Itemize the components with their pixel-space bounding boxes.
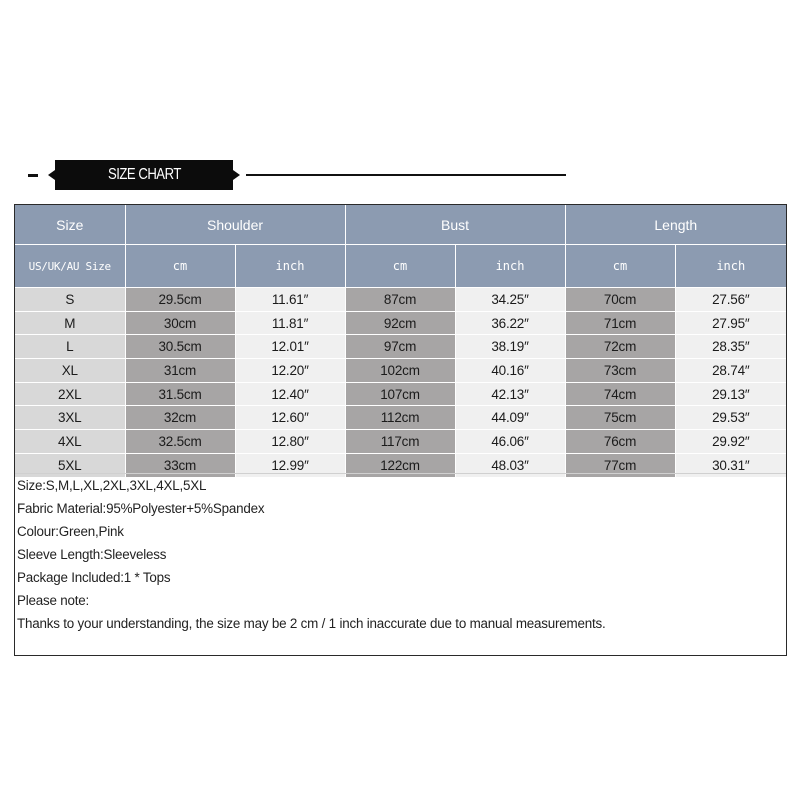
cell-shoulder-inch: 12.99″: [235, 453, 345, 476]
header-size: Size: [15, 205, 125, 245]
cell-shoulder-cm: 30.5cm: [125, 335, 235, 359]
cell-length-cm: 74cm: [565, 382, 675, 406]
note-sleeve: Sleeve Length:Sleeveless: [17, 547, 167, 562]
table-group-header-row: [15, 205, 786, 245]
cell-bust-cm: 87cm: [345, 288, 455, 312]
note-colour: Colour:Green,Pink: [17, 524, 124, 539]
cell-size: 3XL: [15, 406, 125, 430]
size-table: [15, 205, 786, 477]
cell-bust-inch: 48.03″: [455, 453, 565, 476]
cell-length-inch: 28.35″: [675, 335, 786, 359]
cell-length-inch: 30.31″: [675, 453, 786, 476]
size-chart-banner: [0, 150, 800, 200]
cell-bust-cm: 117cm: [345, 430, 455, 454]
cell-bust-inch: 36.22″: [455, 311, 565, 335]
cell-shoulder-inch: 11.61″: [235, 288, 345, 312]
header-region-size: US/UK/AU Size: [15, 245, 125, 288]
header-bust-cm: cm: [345, 245, 455, 288]
cell-size: M: [15, 311, 125, 335]
cell-bust-cm: 107cm: [345, 382, 455, 406]
cell-shoulder-cm: 33cm: [125, 453, 235, 476]
cell-size: 4XL: [15, 430, 125, 454]
cell-shoulder-inch: 12.80″: [235, 430, 345, 454]
cell-bust-inch: 38.19″: [455, 335, 565, 359]
cell-shoulder-inch: 12.40″: [235, 382, 345, 406]
cell-length-inch: 27.56″: [675, 288, 786, 312]
cell-shoulder-inch: 12.60″: [235, 406, 345, 430]
cell-shoulder-inch: 11.81″: [235, 311, 345, 335]
cell-size: XL: [15, 359, 125, 383]
cell-shoulder-cm: 30cm: [125, 311, 235, 335]
cell-shoulder-cm: 31.5cm: [125, 382, 235, 406]
table-row: [15, 335, 786, 359]
cell-bust-cm: 102cm: [345, 359, 455, 383]
banner-right-rule: [246, 174, 566, 176]
cell-length-cm: 70cm: [565, 288, 675, 312]
cell-bust-inch: 44.09″: [455, 406, 565, 430]
table-row: [15, 288, 786, 312]
table-row: [15, 406, 786, 430]
cell-bust-cm: 112cm: [345, 406, 455, 430]
cell-length-inch: 28.74″: [675, 359, 786, 383]
cell-shoulder-cm: 29.5cm: [125, 288, 235, 312]
cell-bust-inch: 42.13″: [455, 382, 565, 406]
banner-title-box: [55, 160, 233, 190]
cell-length-cm: 77cm: [565, 453, 675, 476]
decorative-dots: [250, 157, 550, 159]
cell-length-inch: 29.92″: [675, 430, 786, 454]
cell-bust-cm: 97cm: [345, 335, 455, 359]
header-length-cm: cm: [565, 245, 675, 288]
cell-shoulder-cm: 31cm: [125, 359, 235, 383]
cell-length-cm: 75cm: [565, 406, 675, 430]
cell-length-cm: 76cm: [565, 430, 675, 454]
cell-bust-inch: 34.25″: [455, 288, 565, 312]
cell-size: 2XL: [15, 382, 125, 406]
banner-left-dash: [28, 174, 38, 177]
header-bust-inch: inch: [455, 245, 565, 288]
cell-size: L: [15, 335, 125, 359]
note-accuracy: Thanks to your understanding, the size may be 2 cm / 1 inch inaccurate due to manual measurements.: [17, 616, 606, 631]
banner-title: SIZE CHART: [107, 166, 181, 183]
note-package: Package Included:1 * Tops: [17, 570, 171, 585]
note-sizes: Size:S,M,L,XL,2XL,3XL,4XL,5XL: [17, 478, 207, 493]
table-row: [15, 359, 786, 383]
note-fabric: Fabric Material:95%Polyester+5%Spandex: [17, 501, 265, 516]
header-shoulder: Shoulder: [125, 205, 345, 245]
header-shoulder-inch: inch: [235, 245, 345, 288]
cell-length-inch: 27.95″: [675, 311, 786, 335]
cell-bust-cm: 122cm: [345, 453, 455, 476]
cell-length-cm: 72cm: [565, 335, 675, 359]
header-length: Length: [565, 205, 786, 245]
header-bust: Bust: [345, 205, 565, 245]
table-row: [15, 311, 786, 335]
cell-length-cm: 73cm: [565, 359, 675, 383]
cell-shoulder-cm: 32cm: [125, 406, 235, 430]
header-length-inch: inch: [675, 245, 786, 288]
header-shoulder-cm: cm: [125, 245, 235, 288]
cell-bust-inch: 46.06″: [455, 430, 565, 454]
cell-size: S: [15, 288, 125, 312]
table-row: [15, 382, 786, 406]
cell-bust-inch: 40.16″: [455, 359, 565, 383]
product-notes: [17, 474, 606, 635]
size-table-body: [15, 288, 786, 477]
cell-bust-cm: 92cm: [345, 311, 455, 335]
decorative-dots: [10, 157, 50, 159]
table-unit-header-row: [15, 245, 786, 288]
cell-length-cm: 71cm: [565, 311, 675, 335]
size-chart-table-frame: [14, 204, 787, 656]
cell-length-inch: 29.13″: [675, 382, 786, 406]
cell-shoulder-inch: 12.01″: [235, 335, 345, 359]
table-row: [15, 430, 786, 454]
cell-length-inch: 29.53″: [675, 406, 786, 430]
cell-shoulder-cm: 32.5cm: [125, 430, 235, 454]
note-please-note: Please note:: [17, 593, 90, 608]
cell-shoulder-inch: 12.20″: [235, 359, 345, 383]
cell-size: 5XL: [15, 453, 125, 476]
